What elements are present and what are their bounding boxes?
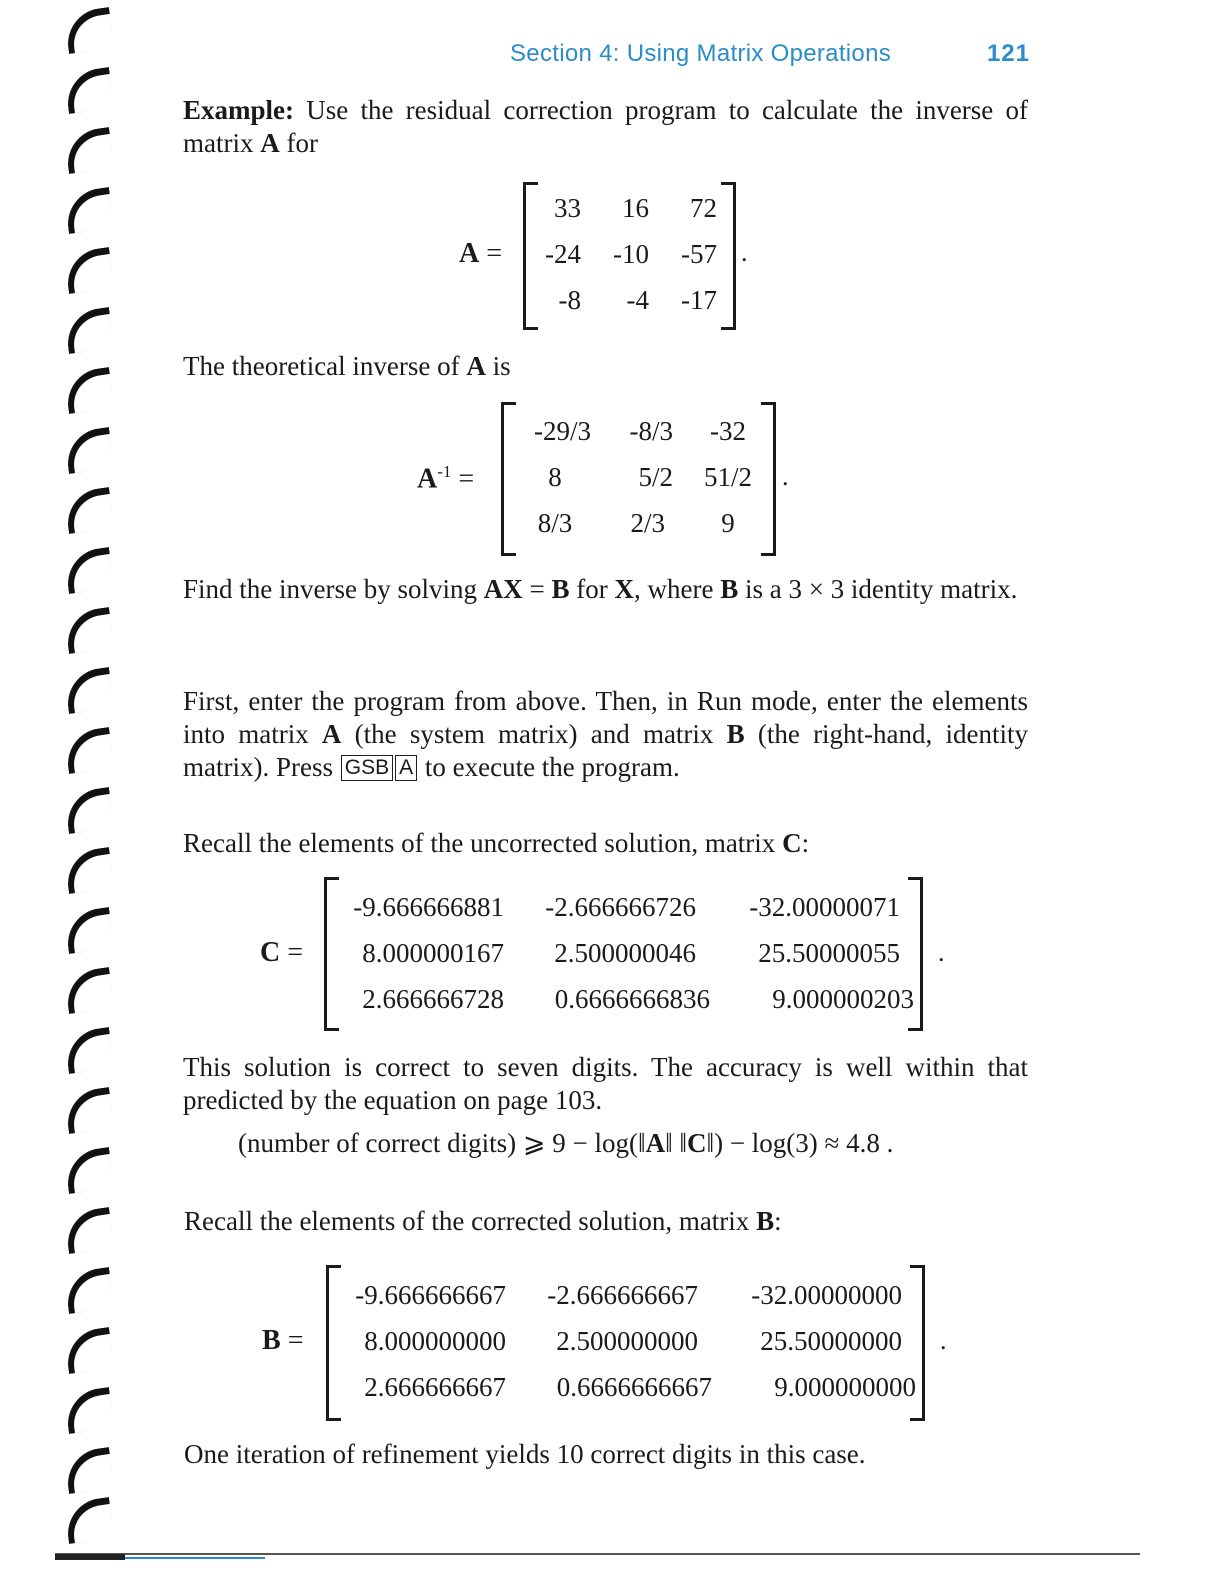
matrix-cell: -17: [681, 285, 717, 315]
bottom-divider: [55, 1553, 1140, 1555]
matrix-label: B: [262, 1325, 281, 1356]
binding-ring-icon: [63, 1387, 114, 1434]
matrix-cell: 8/3: [537, 508, 573, 538]
spiral-binding: [60, 10, 110, 1550]
binding-ring-icon: [63, 1207, 114, 1254]
matrix-cell: -9.666666667: [355, 1280, 506, 1310]
matrix-cell: -32: [710, 416, 746, 446]
matrix-cell: 9.000000000: [774, 1372, 916, 1402]
matrix-cell: -24: [545, 239, 581, 269]
matrix-cell: 2/3: [630, 508, 665, 538]
matrix-cell: 5/2: [638, 462, 673, 492]
recall-b-text: Recall the elements of the corrected solution, matrix B:: [184, 1206, 782, 1236]
a-key: A: [395, 755, 417, 781]
example-lead: Example:: [183, 95, 294, 125]
matrix-cell: -2.666666667: [547, 1280, 698, 1310]
matrix-cell: -10: [613, 239, 649, 269]
matrix-cell: 2.500000000: [556, 1326, 698, 1356]
matrix-cell: -57: [681, 239, 717, 269]
superscript: -1: [437, 462, 452, 481]
right-bracket: [761, 402, 776, 556]
matrix-c: C = -9.666666881 -2.666666726 -32.00000071 8.000000167 2.500000046 25.50000055 2.666666728 0.6666666836 9.000000203 .: [258, 875, 958, 1030]
matrix-cell: 2.666666728: [362, 984, 504, 1014]
matrix-cell: -29/3: [534, 416, 591, 446]
matrix-cell: 2.666666667: [364, 1372, 506, 1402]
binding-ring-icon: [63, 307, 114, 354]
matrix-cell: 16: [622, 193, 649, 223]
page-number: 121: [986, 40, 1030, 67]
binding-ring-icon: [63, 247, 114, 294]
binding-ring-icon: [63, 607, 114, 654]
find-inverse-text: Find the inverse by solving AX = B for X, where B is a 3 × 3 identity matrix.: [183, 574, 1018, 604]
binding-ring-icon: [63, 367, 114, 414]
matrix-label: A: [459, 238, 480, 269]
matrix-a-inverse: $A^{-1}$ = -29/3 -8/3 -32 8 5/2 51/2 8/3 2/3 9 .: [415, 400, 805, 555]
matrix-cell: 8.000000000: [364, 1326, 506, 1356]
binding-ring-icon: [63, 1027, 114, 1074]
recall-c-text: Recall the elements of the uncorrected solution, matrix C:: [183, 828, 810, 858]
matrix-cell: -8: [558, 285, 581, 315]
binding-ring-icon: [63, 967, 114, 1014]
matrix-cell: 9: [721, 508, 735, 538]
accuracy-text: This solution is correct to seven digits. The accuracy is well within that predicted by the equation on page 103.: [183, 1052, 1028, 1115]
matrix-cell: -32.00000000: [751, 1280, 902, 1310]
binding-ring-icon: [63, 187, 114, 234]
binding-ring-icon: [63, 1087, 114, 1134]
matrix-cell: 9.000000203: [772, 984, 914, 1014]
gsb-key: GSB: [341, 755, 393, 781]
theoretical-inverse-text: The theoretical inverse of A is: [183, 351, 511, 381]
binding-ring-icon: [63, 1267, 114, 1314]
matrix-cell: 25.50000000: [760, 1326, 902, 1356]
binding-ring-icon: [63, 1327, 114, 1374]
right-bracket: [910, 1265, 925, 1421]
section-title: Section 4: Using Matrix Operations: [510, 40, 892, 67]
binding-ring-icon: [63, 667, 114, 714]
binding-ring-icon: [63, 487, 114, 534]
matrix-cell: 25.50000055: [758, 938, 900, 968]
instructions-text: First, enter the program from above. Then, in Run mode, enter the elements into matrix A (the system matrix) and matrix B (the right-hand, identity matrix). Press GSB A to execute the program.: [183, 686, 1028, 782]
binding-ring-icon: [63, 7, 114, 54]
binding-ring-icon: [63, 547, 114, 594]
binding-ring-icon: [63, 907, 114, 954]
matrix-cell: -32.00000071: [749, 892, 900, 922]
matrix-cell: 72: [690, 193, 717, 223]
binding-ring-icon: [63, 427, 114, 474]
binding-ring-icon: [63, 127, 114, 174]
binding-ring-icon: [63, 727, 114, 774]
bottom-divider-blue: [125, 1557, 265, 1559]
right-bracket: [908, 877, 923, 1031]
binding-ring-icon: [63, 1497, 114, 1544]
matrix-cell: 51/2: [703, 462, 752, 492]
matrix-cell: -9.666666881: [353, 892, 504, 922]
left-bracket: [501, 402, 516, 556]
binding-ring-icon: [63, 67, 114, 114]
example-intro: Example: Use the residual correction program to calculate the inverse of matrix A for: [183, 95, 1028, 158]
binding-ring-icon: [63, 787, 114, 834]
matrix-cell: 2.500000046: [554, 938, 696, 968]
matrix-a: A = 33 16 72 -24 -10 -57 -8 -4 -17 .: [455, 180, 755, 330]
matrix-cell: 0.6666666836: [554, 984, 710, 1014]
conclusion-text: One iteration of refinement yields 10 correct digits in this case.: [184, 1439, 866, 1469]
accuracy-formula: (number of correct digits) ⩾ 9 − log(‖A‖ ‖C‖) − log(3) ≈ 4.8 .: [238, 1128, 894, 1158]
matrix-cell: 0.6666666667: [556, 1372, 712, 1402]
bottom-divider-accent: [55, 1554, 125, 1560]
binding-ring-icon: [63, 1147, 114, 1194]
matrix-label: C: [260, 937, 281, 968]
binding-ring-icon: [63, 847, 114, 894]
matrix-cell: 33: [554, 193, 581, 223]
matrix-cell: 8.000000167: [362, 938, 504, 968]
matrix-cell: 8: [548, 462, 562, 492]
matrix-cell: -8/3: [629, 416, 673, 446]
binding-ring-icon: [63, 1447, 114, 1494]
matrix-cell: -4: [626, 285, 649, 315]
matrix-b: B = -9.666666667 -2.666666667 -32.00000000 8.000000000 2.500000000 25.50000000 2.666666667 0.6666666667 9.000000000 .: [260, 1263, 960, 1418]
right-bracket: [721, 182, 736, 330]
matrix-cell: -2.666666726: [545, 892, 696, 922]
matrix-label: A: [417, 463, 438, 495]
